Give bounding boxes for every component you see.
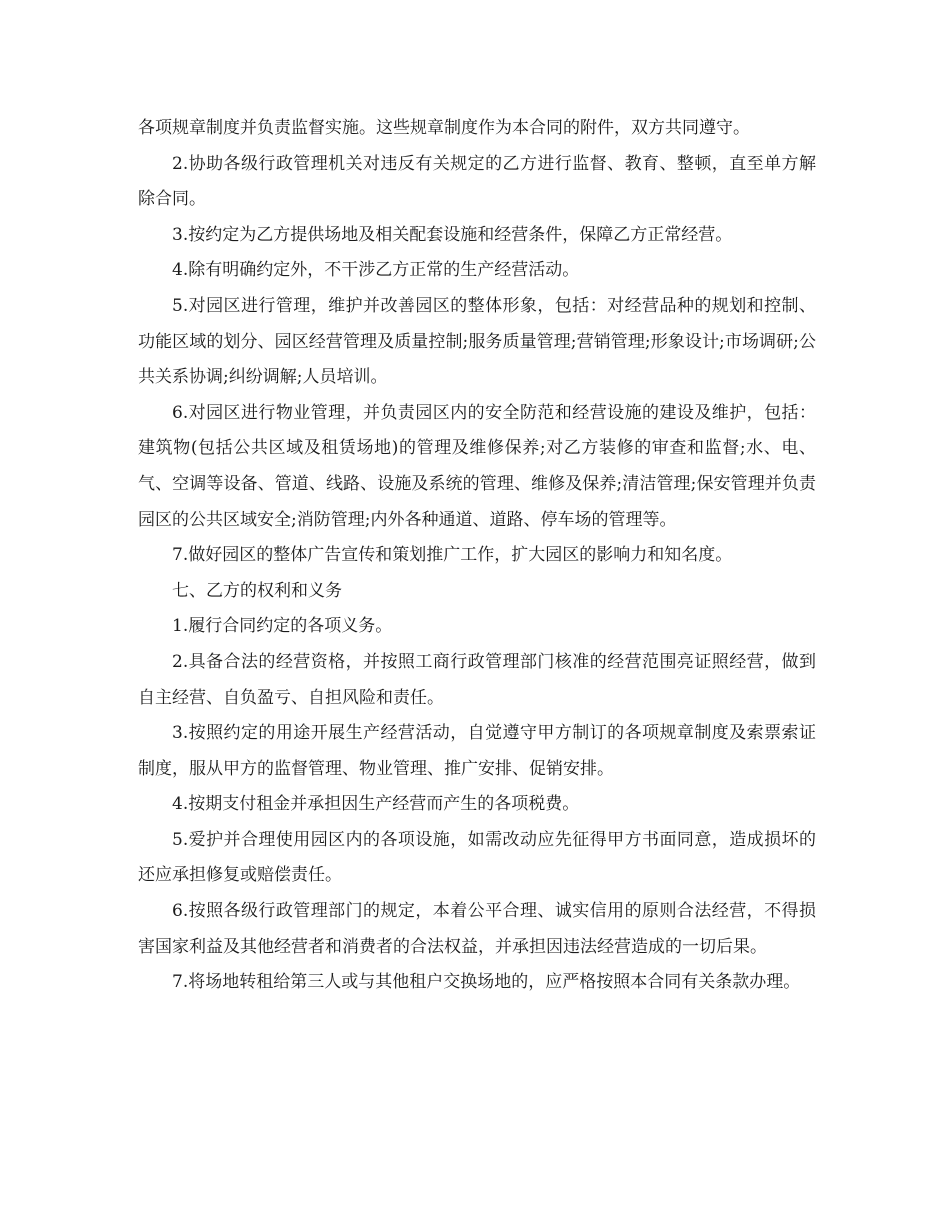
- paragraph-item-5: 5.对园区进行管理，维护并改善园区的整体形象，包括：对经营品种的规划和控制、功能区域的划分、园区经营管理及质量控制;服务质量管理;营销管理;形象设计;市场调研;公共关系协调;纠纷调解;人员培训。: [138, 295, 816, 388]
- paragraph-item-7: 7.将场地转租给第三人或与其他租户交换场地的，应严格按照本合同有关条款办理。: [172, 972, 801, 993]
- paragraph-item-6: 6.对园区进行物业管理，并负责园区内的安全防范和经营设施的建设及维护，包括：建筑物(包括公共区域及租赁场地)的管理及维修保养;对乙方装修的审查和监督;水、电、气、空调等设备、管道、线路、设施及系统的管理、维修及保养;清洁管理;保安管理并负责园区的公共区域安全;消防管理;内外各种通道、道路、停车场的管理等。: [138, 402, 816, 530]
- paragraph-item-5: 5.爱护并合理使用园区内的各项设施，如需改动应先征得甲方书面同意，造成损坏的还应承担修复或赔偿责任。: [138, 829, 816, 886]
- paragraph-item-1: 1.履行合同约定的各项义务。: [172, 616, 393, 637]
- paragraph-item-2: 2.具备合法的经营资格，并按照工商行政管理部门核准的经营范围亮证照经营，做到自主经营、自负盈亏、自担风险和责任。: [138, 651, 816, 708]
- paragraph-item-3: 3.按照约定的用途开展生产经营活动，自觉遵守甲方制订的各项规章制度及索票索证制度，服从甲方的监督管理、物业管理、推广安排、促销安排。: [138, 723, 816, 779]
- paragraph-item-4: 4.按期支付租金并承担因生产经营而产生的各项税费。: [172, 794, 580, 815]
- paragraph-continuation: 各项规章制度并负责监督实施。这些规章制度作为本合同的附件，双方共同遵守。: [138, 118, 750, 138]
- paragraph-item-7: 7.做好园区的整体广告宣传和策划推广工作，扩大园区的影响力和知名度。: [172, 545, 733, 566]
- paragraph-item-2: 2.协助各级行政管理机关对违反有关规定的乙方进行监督、教育、整顿，直至单方解除合同。: [138, 153, 816, 210]
- paragraph-item-3: 3.按约定为乙方提供场地及相关配套设施和经营条件，保障乙方正常经营。: [172, 224, 733, 245]
- paragraph-item-6: 6.按照各级行政管理部门的规定，本着公平合理、诚实信用的原则合法经营，不得损害国家利益及其他经营者和消费者的合法权益，并承担因违法经营造成的一切后果。: [138, 901, 816, 957]
- section-heading: 七、乙方的权利和义务: [172, 580, 342, 601]
- paragraph-item-4: 4.除有明确约定外，不干涉乙方正常的生产经营活动。: [172, 260, 580, 281]
- document-page: [138, 111, 816, 1001]
